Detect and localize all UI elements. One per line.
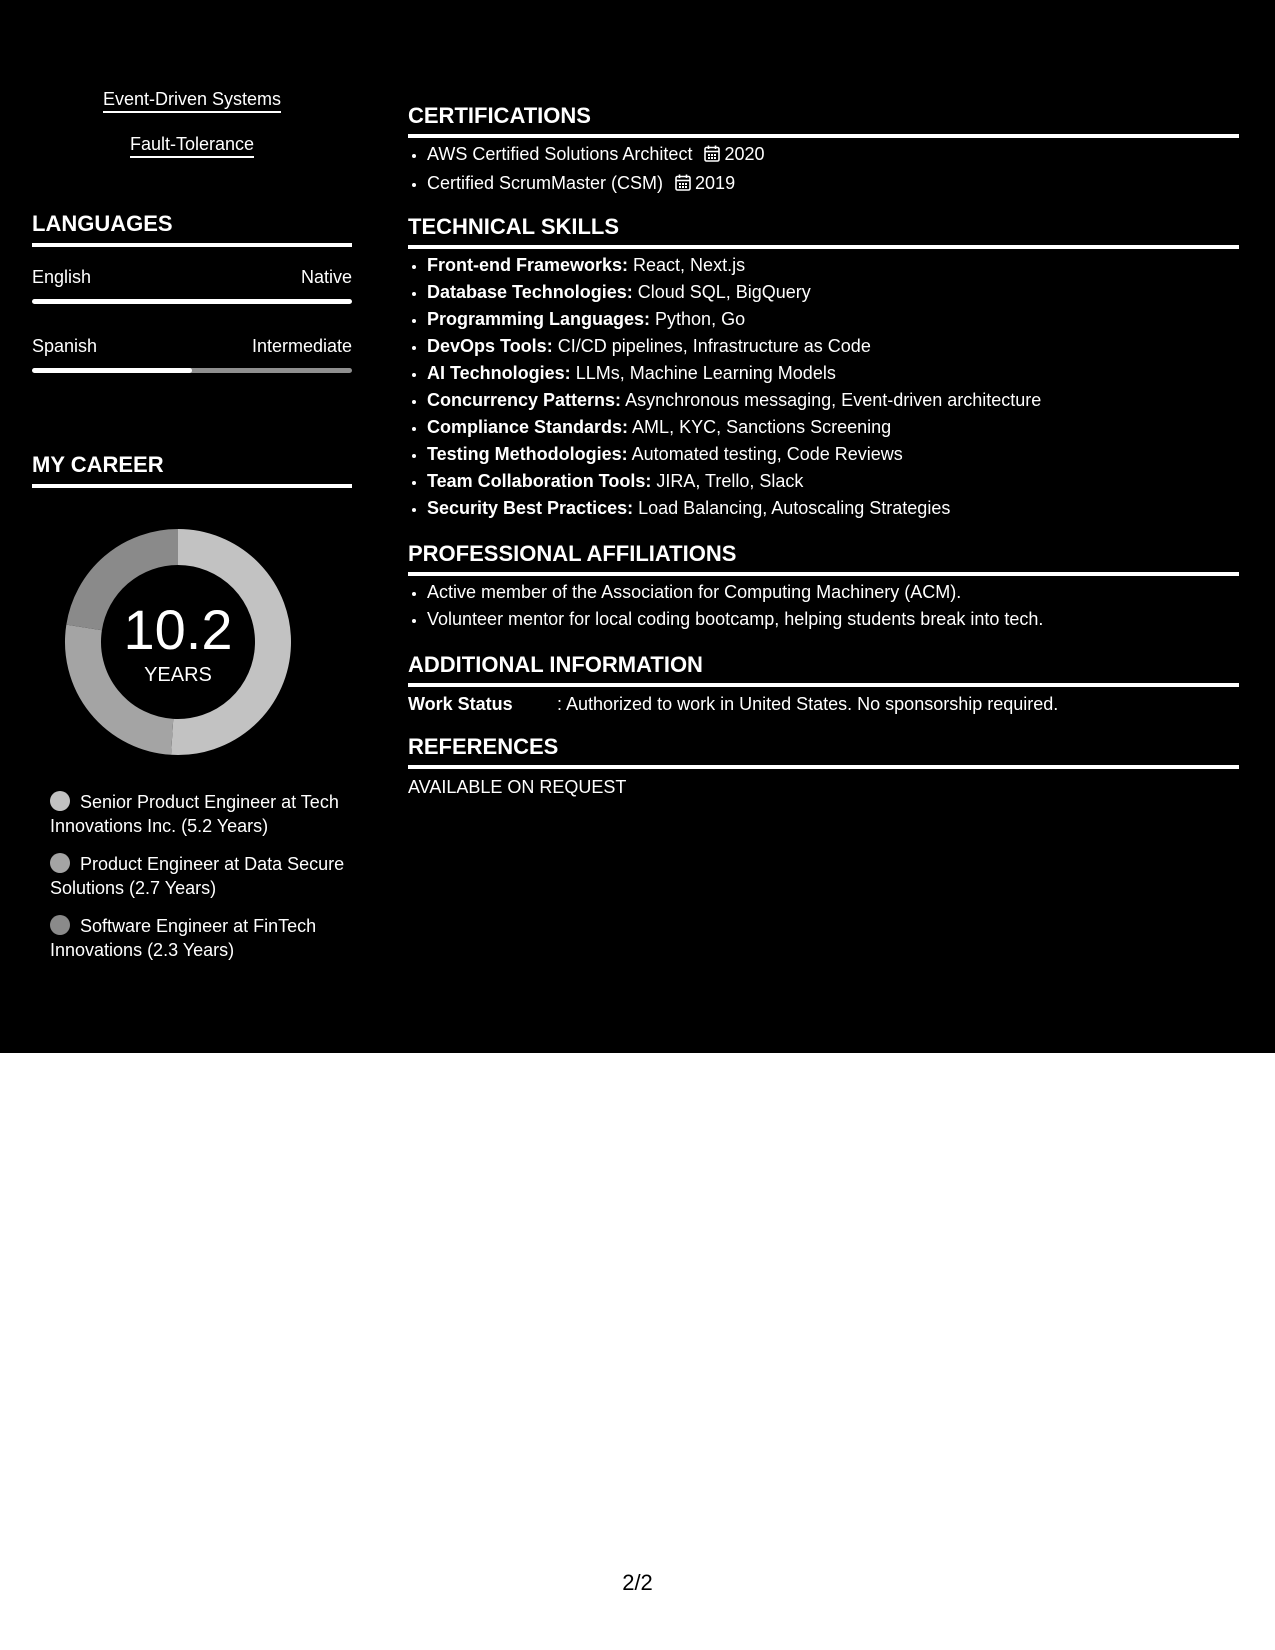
language-proficiency-bar [32,299,352,304]
calendar-icon [704,143,720,170]
career-years-unit: YEARS [144,664,212,686]
skill-item: • AI Technologies: LLMs, Machine Learning Models [427,360,1258,387]
technical-skills-heading: TECHNICAL SKILLS [408,214,1239,249]
affiliations-heading: PROFESSIONAL AFFILIATIONS [408,541,1239,576]
work-status-value: : Authorized to work in United States. No sponsorship required. [557,694,1059,714]
language-level: Intermediate [251,336,352,356]
language-row [32,336,352,362]
language-proficiency-fill [32,368,192,373]
calendar-icon [675,172,691,199]
certification-item: • Certified ScrumMaster (CSM) 2019 [427,170,1258,199]
certification-item: • AWS Certified Solutions Architect 2020 [427,141,1258,170]
work-status-label: Work Status [408,694,513,714]
skill-item: • Concurrency Patterns: Asynchronous messaging, Event-driven architecture [427,387,1258,414]
skill-tag: Fault-Tolerance [32,134,352,155]
language-name: English [32,267,92,287]
skill-item: • Testing Methodologies: Automated testing, Code Reviews [427,441,1258,468]
skill-item: • Programming Languages: Python, Go [427,306,1258,333]
language-row [32,267,352,293]
skill-item: • Security Best Practices: Load Balancing, Autoscaling Strategies [427,495,1258,522]
skill-item: • Database Technologies: Cloud SQL, BigQuery [427,279,1258,306]
language-name: Spanish [32,336,98,356]
career-legend-dot [50,853,70,873]
skill-item: • DevOps Tools: CI/CD pipelines, Infrastructure as Code [427,333,1258,360]
career-donut-chart [64,528,292,756]
references-heading: REFERENCES [408,734,1239,769]
career-total-years: 10.2 [123,598,233,661]
career-legend-item: Senior Product Engineer at Tech Innovations Inc. (5.2 Years) [50,792,339,836]
references-text: AVAILABLE ON REQUEST [408,777,627,797]
additional-info-heading: ADDITIONAL INFORMATION [408,652,1239,687]
languages-heading: LANGUAGES [32,211,352,247]
skill-item: • Front-end Frameworks: React, Next.js [427,252,1258,279]
affiliation-item: • Volunteer mentor for local coding bootcamp, helping students break into tech. [427,606,1258,633]
certifications-heading: CERTIFICATIONS [408,103,1239,138]
skill-item: • Compliance Standards: AML, KYC, Sanctions Screening [427,414,1258,441]
affiliation-item: • Active member of the Association for Computing Machinery (ACM). [427,579,1258,606]
career-legend-item: Product Engineer at Data Secure Solutions (2.7 Years) [50,854,345,898]
career-legend-dot [50,791,70,811]
career-heading: MY CAREER [32,452,352,488]
certifications-list [408,141,1258,199]
technical-skills-list [408,252,1258,522]
page-number: 2/2 [622,1570,653,1595]
language-proficiency-bar [32,368,352,373]
skill-item: • Team Collaboration Tools: JIRA, Trello, Slack [427,468,1258,495]
career-legend-item: Software Engineer at FinTech Innovations (2.3 Years) [50,916,317,960]
career-legend-dot [50,915,70,935]
affiliations-list [408,579,1258,633]
skill-tag: Event-Driven Systems [32,89,352,110]
language-proficiency-fill [32,299,352,304]
language-level: Native [300,267,352,287]
